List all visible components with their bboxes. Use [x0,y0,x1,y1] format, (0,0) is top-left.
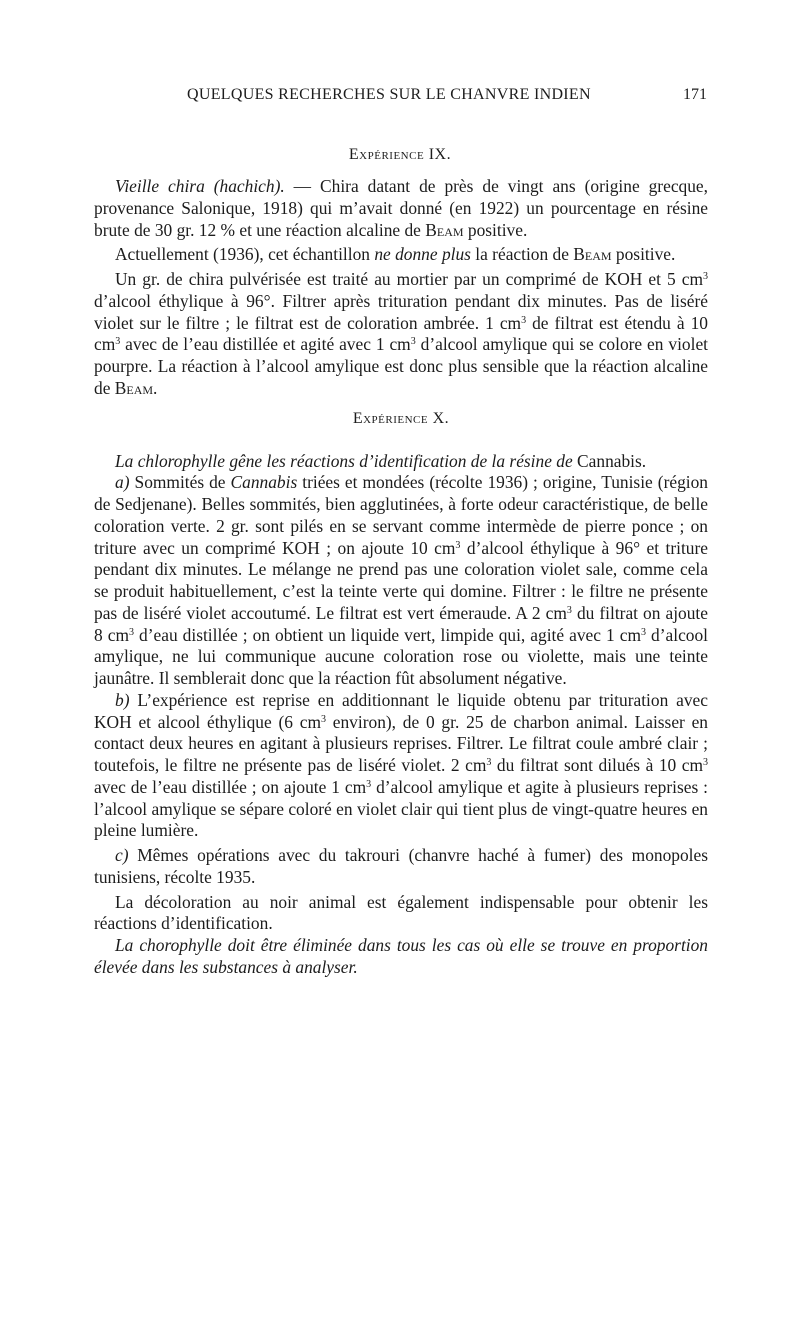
paragraph-b: b) L’expérience est reprise en additionnant le liquide obtenu par trituration avec KOH et alcool éthylique (6 $cm^3$ environ), de 0 gr. 25 de charbon animal. Laisser en contact deux heures en agitant à plusieurs reprises. Filtrer. Le filtrat coule ambré clair ; toutefois, le filtre ne présente pas de liséré violet. 2 $cm^3$ du filtrat sont dilués à 10 $cm^3$ avec de l’eau distillée ; on ajoute 1 $cm^3$ d’alcool amylique et agite à plusieurs reprises : l’alcool amylique se sépare coloré en violet clair qui tient plus de vingt-quatre heures en pleine lumière. [94,689,709,841]
paragraph-c: c) Mêmes opérations avec du takrouri (chanvre haché à fumer) des monopoles tunisiens, récolte 1935. [94,845,708,887]
section-heading-experience-ix [0,146,800,164]
author-name: Beam [425,219,464,240]
heading-number: X. [432,409,450,427]
paragraph-a: a) Sommités de Cannabis triées et mondées (récolte 1936) ; origine, Tunisie (région de Sedjenane). Belles sommités, bien agglutinées, à forte odeur caractéristique, de belle coloration verte. 2 gr. sont pilés en se servant comme intermède de pierre ponce ; on triture avec un comprimé KOH ; on ajoute 10 $cm^3$ d’alcool éthylique à 96° et triture pendant dix minutes. Le mélange ne prend pas une coloration violet sale, comme cela se produit habituellement, c’est la teinte verte qui domine. Filtrer : le filtre ne présente pas de liséré violet accoutumé. Le filtrat est vert émeraude. A 2 $cm^3$ du filtrat on ajoute 8 $cm^3$ d’eau distillée ; on obtient un liquide vert, limpide qui, agité avec 1 $cm^3$ d’alcool amylique, ne lui communique aucune coloration rose ou violette, mais une teinte jaunâtre. Il semblerait donc que la réaction fût absolument négative. [94,472,709,688]
paragraph-decoloration: La décoloration au noir animal est également indispensable pour obtenir les réactions d’identification. [94,891,708,934]
paragraph-actuellement: Actuellement (1936), cet échantillon ne donne plus la réaction de Beam positive. [115,244,676,265]
page-number: 171 [683,86,707,103]
paragraph-vieille-chira: Vieille chira (hachich). — Chira datant de près de vingt ans (origine grecque, provenance Salonique, 1918) qui m’avait donné (en 1922) un pourcentage en résine brute de 30 gr. 12 % et une réaction alcaline de Beam positive. [94,176,708,240]
body-text [94,176,708,979]
paragraph-intro: La chlorophylle gêne les réactions d’identification de la résine de Cannabis. [115,450,647,471]
running-title: QUELQUES RECHERCHES SUR LE CHANVRE INDIEN [187,86,591,103]
heading-number: IX. [428,146,452,163]
section-heading-experience-x [94,408,708,430]
heading-word: Expérience [352,409,429,427]
paragraph-un-gr: Un gr. de chira pulvérisée est traité au mortier par un comprimé de KOH et 5 $cm^3$ d’alcool éthylique à 96°. Filtrer après trituration pendant dix minutes. Pas de liséré violet sur le filtre ; le filtrat est de coloration ambrée. 1 $cm^3$ de filtrat est étendu à 10 $cm^3$ avec de l’eau distillée et agité avec 1 $cm^3$ d’alcool amylique qui se colore en violet pourpre. La réaction à l’alcool amylique est donc plus sensible que la réaction alcaline de Beam. [94,269,708,398]
paragraph-title: Vieille chira (hachich). [115,176,285,196]
heading-word: Expérience [348,146,425,163]
paragraph-conclusion: La chorophylle doit être éliminée dans tous les cas où elle se trouve en proportion élevée dans les substances à analyser. [94,935,708,977]
